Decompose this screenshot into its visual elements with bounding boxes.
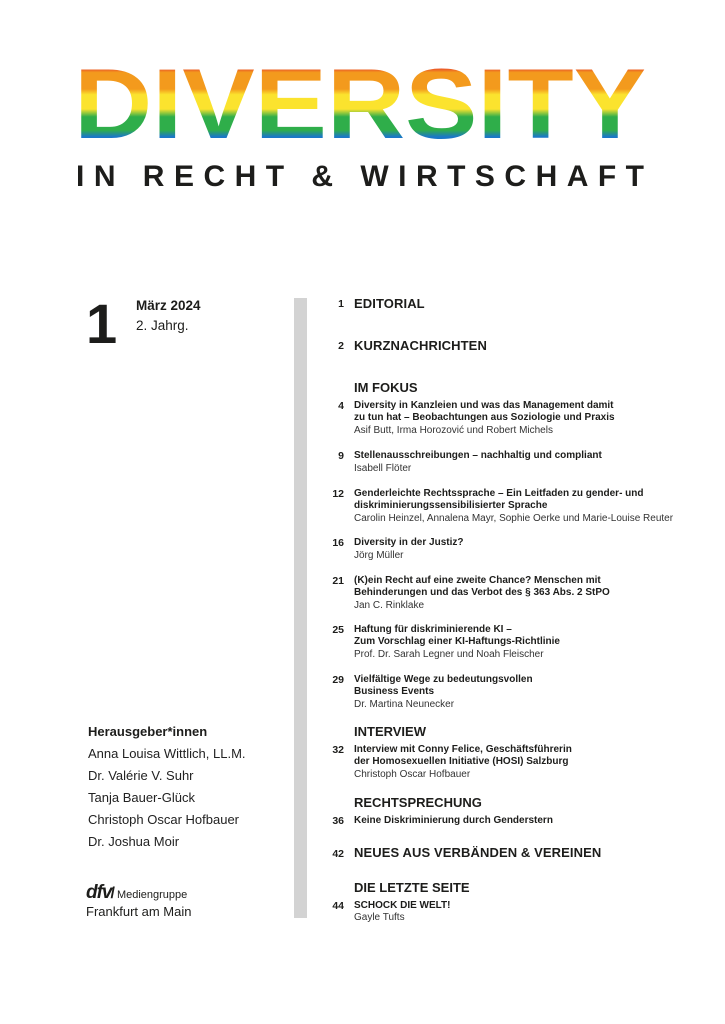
editor-name: Tanja Bauer-Glück [88,790,195,805]
masthead-title: DIVERSITY [74,48,646,159]
issue-number: 1 [86,292,116,355]
page-number: 1 [338,298,344,310]
article-title: (K)ein Recht auf eine zweite Chance? Menschen mit Behinderungen und das Verbot des § 363 Abs. 2 StPO [354,575,610,598]
article-authors: Asif Butt, Irma Horozović und Robert Michels [354,425,553,436]
editor-name: Dr. Joshua Moir [88,834,180,849]
page-number: 36 [332,815,344,827]
masthead-logo [0,0,725,200]
editors-block [88,724,246,853]
vertical-divider-bar [294,298,307,918]
article-title: Genderleichte Rechtssprache – Ein Leitfaden zu gender- und diskriminierungssensibilisierter Sprache [354,488,644,511]
publisher-group: Mediengruppe [116,889,188,901]
page-number: 32 [332,744,344,756]
issue-volume: 2. Jahrg. [136,318,189,333]
article-authors: Gayle Tufts [354,912,405,923]
page-number: 42 [332,848,344,860]
page-number: 9 [338,450,344,462]
article-authors: Isabell Flöter [354,463,412,474]
masthead-subtitle: IN RECHT & WIRTSCHAFT [76,160,644,193]
section-heading: IM FOKUS [354,380,418,395]
page-number: 4 [338,400,344,412]
editors-heading: Herausgeber*innen [88,724,208,739]
issue-date: März 2024 [136,298,201,313]
page-number: 12 [332,488,344,500]
page-number: 44 [332,900,344,912]
page-number: 21 [332,575,344,587]
toc-title: NEUES AUS VERBÄNDEN & VEREINEN [354,845,602,860]
article-title: Interview mit Conny Felice, Geschäftsführerin der Homosexuellen Initiative (HOSI) Salzburg [354,744,572,767]
publisher-city: Frankfurt am Main [86,904,192,919]
article-title: Vielfältige Wege zu bedeutungsvollen Business Events [354,674,533,697]
article-authors: Dr. Martina Neunecker [354,699,455,710]
publisher-logo [86,882,191,904]
article-title: Haftung für diskriminierende KI – Zum Vorschlag einer KI-Haftungs-Richtlinie [354,624,560,647]
publisher-logo-text: dfv [86,882,112,903]
publisher-logo-mark: / [110,885,115,902]
article-title: SCHOCK DIE WELT! [354,900,451,911]
article-authors: Carolin Heinzel, Annalena Mayr, Sophie Oerke und Marie-Louise Reuter [354,513,674,524]
editor-name: Christoph Oscar Hofbauer [88,812,240,827]
publisher-block [86,882,191,919]
article-title: Stellenausschreibungen – nachhaltig und compliant [354,450,602,461]
toc-title: KURZNACHRICHTEN [354,338,487,353]
editor-name: Dr. Valérie V. Suhr [88,768,194,783]
article-authors: Christoph Oscar Hofbauer [354,769,471,780]
editor-name: Anna Louisa Wittlich, LL.M. [88,746,246,761]
page-number: 16 [332,537,344,549]
section-heading: DIE LETZTE SEITE [354,880,470,895]
article-title: Diversity in der Justiz? [354,537,464,548]
toc-title: EDITORIAL [354,296,425,311]
masthead [0,0,725,200]
section-heading: INTERVIEW [354,724,426,739]
article-title: Diversity in Kanzleien und was das Management damit zu tun hat – Beobachtungen aus Soziologie und Praxis [354,400,615,423]
page-number: 25 [332,624,344,636]
page-number: 29 [332,674,344,686]
article-title: Keine Diskriminierung durch Genderstern [354,815,553,826]
article-authors: Prof. Dr. Sarah Legner und Noah Fleischer [354,649,544,660]
article-authors: Jörg Müller [354,550,404,561]
section-heading: RECHTSPRECHUNG [354,795,482,810]
article-authors: Jan C. Rinklake [354,600,425,611]
page-number: 2 [338,340,344,352]
